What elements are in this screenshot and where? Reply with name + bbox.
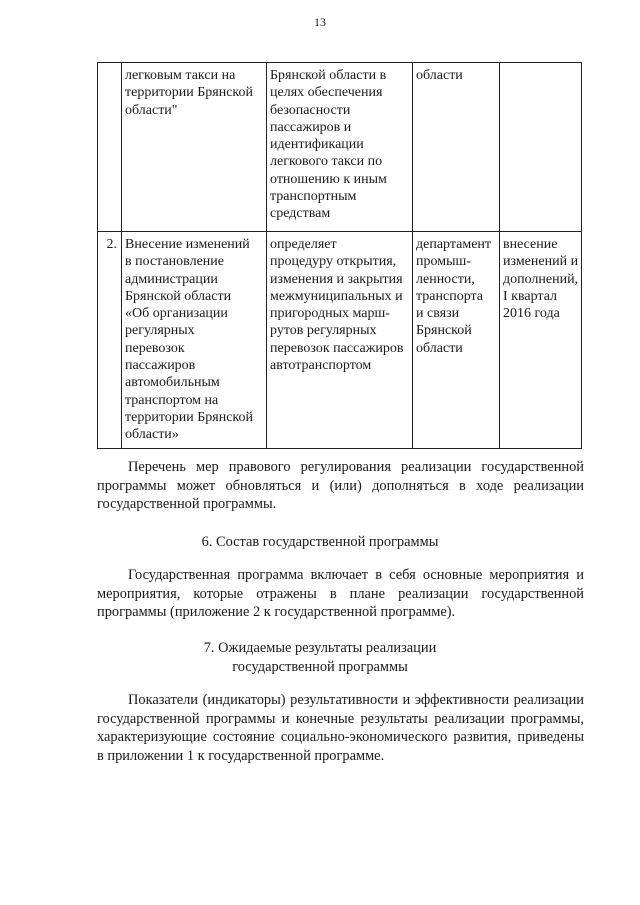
cell-text-line: процедуру открытия, <box>270 254 397 270</box>
cell-text-line: перевозок пассажиров <box>270 340 404 356</box>
cell-text-line: 2016 года <box>503 306 560 322</box>
row-number-cell: 2. <box>98 232 122 449</box>
cell-text-line: регулярных <box>125 323 195 339</box>
measure-purpose-cell <box>267 63 413 232</box>
cell-text-line: отношению к иным <box>270 171 387 187</box>
section-7-heading <box>0 639 640 676</box>
table-row <box>98 232 582 449</box>
executor-cell <box>413 63 500 232</box>
deadline-cell <box>500 63 582 232</box>
cell-text-line: целях обеспечения <box>270 85 383 101</box>
table-row <box>98 63 582 232</box>
cell-text-line: транспортным <box>270 189 357 205</box>
cell-text-line: администрации <box>125 271 218 287</box>
cell-text-line: области» <box>125 427 179 443</box>
cell-text-line: пассажиров и <box>270 119 352 135</box>
cell-text-line: области" <box>125 102 178 118</box>
cell-text-line: перевозок <box>125 340 185 356</box>
cell-text-line: рутов регулярных <box>270 323 377 339</box>
cell-text-line: идентификации <box>270 137 364 153</box>
cell-text-line: межмуниципальных и <box>270 288 403 304</box>
cell-text-line: дополнений, <box>503 271 579 287</box>
executor-cell <box>413 232 500 449</box>
measure-name-cell <box>122 232 267 449</box>
deadline-cell <box>500 232 582 449</box>
measure-purpose-cell <box>267 232 413 449</box>
cell-text-line: департамент <box>416 237 492 252</box>
cell-text-line: изменения и закрытия <box>270 271 403 287</box>
paragraph-section-7: Показатели (индикаторы) результативности и эффективности реализации государственной программы и конечные результаты реализации программы, характеризующие состояние социально-экономического развития, приведены в приложении 1 к государственной программе. <box>97 692 584 764</box>
regulation-measures-table <box>97 62 582 449</box>
paragraph-regulation-list: Перечень мер правового регулирования реализации государственной программы может обновляться и (или) дополняться в ходе реализации государственной программы. <box>97 459 584 513</box>
cell-text-line: легковым такси на <box>125 68 236 83</box>
table-body <box>98 63 582 449</box>
cell-text-line: автомобильным <box>125 375 220 391</box>
cell-text-line: Брянской области в <box>270 68 387 83</box>
cell-text-line: территории Брянской <box>125 85 254 101</box>
section-7-heading-line-1: 7. Ожидаемые результаты реализации <box>203 640 437 656</box>
cell-text-line: легкового такси по <box>270 154 383 170</box>
cell-text-line: I квартал <box>503 288 558 304</box>
measure-name-cell <box>122 63 267 232</box>
cell-text-line: области <box>416 340 463 356</box>
cell-text-line: определяет <box>270 237 337 252</box>
section-6-heading: 6. Состав государственной программы <box>201 534 439 550</box>
cell-text-line: автотранспортом <box>270 358 372 374</box>
cell-text-line: и связи <box>416 306 460 322</box>
cell-text-line: территории Брянской <box>125 409 254 425</box>
cell-text-line: пригородных марш- <box>270 306 390 322</box>
page-number: 13 <box>314 15 326 29</box>
cell-text-line: изменений и <box>503 254 579 270</box>
cell-text-line: ленности, <box>416 271 475 287</box>
cell-text-line: Брянской области <box>125 288 232 304</box>
cell-text-line: в постановление <box>125 254 224 270</box>
cell-text-line: средствам <box>270 206 331 222</box>
cell-text-line: безопасности <box>270 102 351 118</box>
paragraph-section-6: Государственная программа включает в себя основные мероприятия и мероприятия, которые отражены в плане реализации государственной программы (приложение 2 к государственной программе). <box>97 567 584 621</box>
cell-text-line: промыш- <box>416 254 471 270</box>
cell-text-line: пассажиров <box>125 358 196 374</box>
cell-text-line: транспорта <box>416 288 484 304</box>
row-number-cell <box>98 63 122 232</box>
cell-text-line: Внесение изменений <box>125 237 250 252</box>
cell-text-line: Брянской <box>416 323 472 339</box>
cell-text-line: внесение <box>503 237 558 252</box>
section-7-heading-line-2: государственной программы <box>232 658 408 675</box>
cell-text-line: области <box>416 68 463 83</box>
cell-text-line: транспортом на <box>125 392 219 408</box>
cell-text-line: «Об организации <box>125 306 228 322</box>
